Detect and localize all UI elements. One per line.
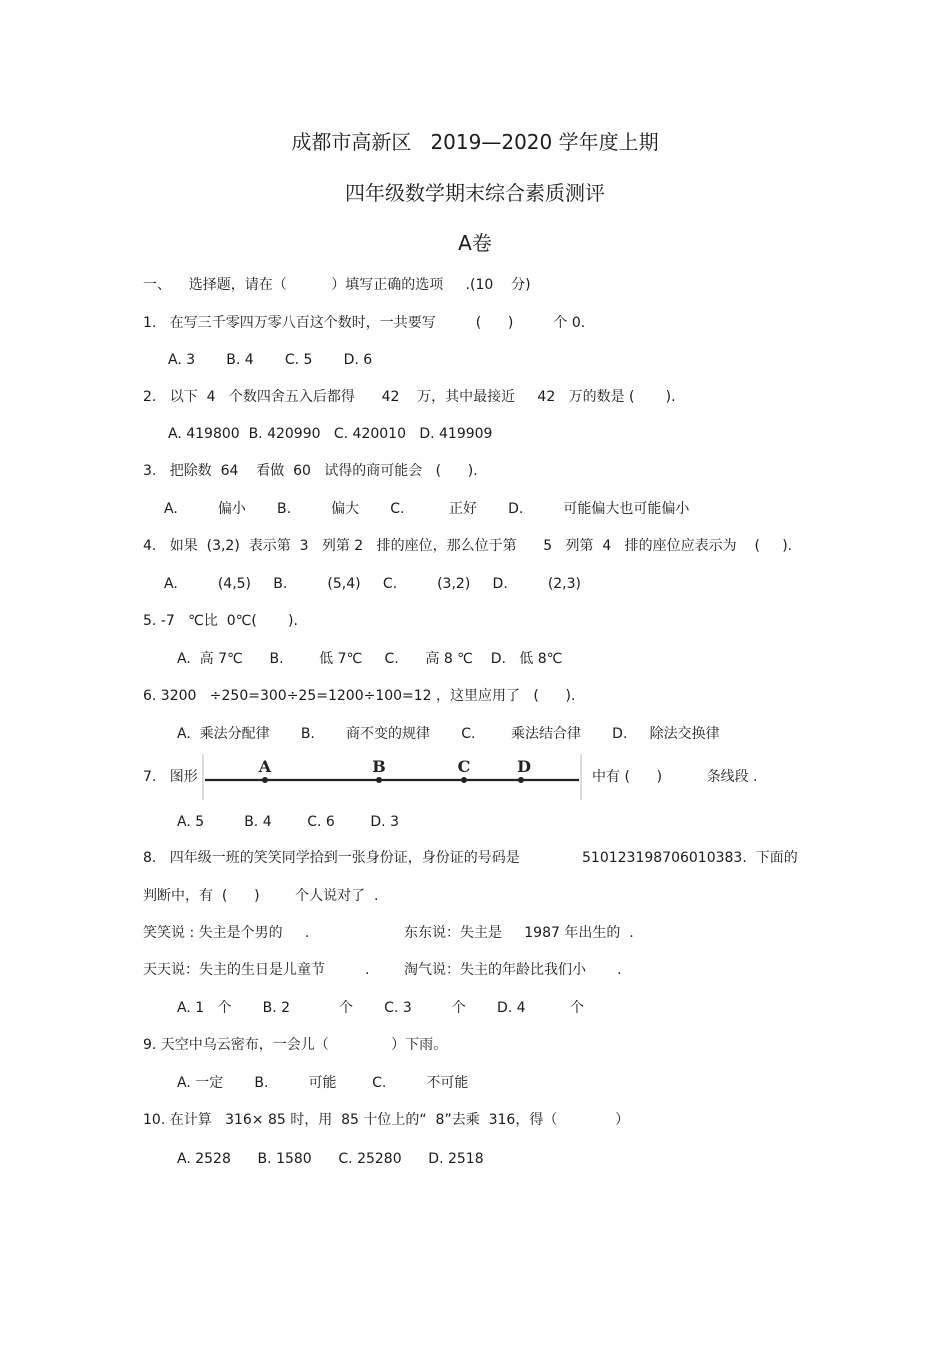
question-5-stem: 5. -7 ℃比 0℃( ). xyxy=(143,613,298,629)
question-7-stem-prefix: 7. 图形 xyxy=(143,769,198,785)
question-8-stem-line-2: 判断中，有 ( ) 个人说对了 . xyxy=(143,888,379,904)
question-3-options: A. 偏小 B. 偏大 C. 正好 D. 可能偏大也可能偏小 xyxy=(164,501,690,517)
point-a-dot xyxy=(262,777,268,783)
question-8-statement-2: 东东说：失主是 1987 年出生的 . xyxy=(404,925,634,941)
line-segment-svg xyxy=(201,752,583,802)
section-heading: 一、 选择题，请在（ ）填写正确的选项 .(10 分) xyxy=(143,277,531,293)
title-line-2: 四年级数学期末综合素质测评 xyxy=(345,181,605,205)
line-segment-figure xyxy=(201,752,583,802)
question-3-stem: 3. 把除数 64 看做 60 试得的商可能会 ( ). xyxy=(143,463,478,479)
question-4-stem: 4. 如果 (3,2) 表示第 3 列第 2 排的座位，那么位于第 5 列第 4 排的座位应表示为 ( ). xyxy=(143,538,793,554)
question-4-options: A. (4,5) B. (5,4) C. (3,2) D. (2,3) xyxy=(164,576,582,592)
question-8-statement-4: 淘气说：失主的年龄比我们小 . xyxy=(404,962,622,978)
question-8-statement-3: 天天说：失主的生日是儿童节 . xyxy=(143,962,370,978)
question-8-stem-line-1: 8. 四年级一班的笑笑同学拾到一张身份证，身份证的号码是 510123198706010383. 下面的 xyxy=(143,850,798,866)
question-6-options: A. 乘法分配律 B. 商不变的规律 C. 乘法结合律 D. 除法交换律 xyxy=(177,726,720,742)
question-2-options: A. 419800 B. 420990 C. 420010 D. 419909 xyxy=(168,426,493,442)
title-line-1: 成都市高新区 2019—2020 学年度上期 xyxy=(291,130,659,154)
question-7-stem-suffix: 中有 ( ) 条线段 . xyxy=(592,769,758,785)
question-10-stem: 10. 在计算 316× 85 时，用 85 十位上的“ 8”去乘 316，得（ ） xyxy=(143,1112,630,1128)
question-7-options: A. 5 B. 4 C. 6 D. 3 xyxy=(177,814,399,830)
question-5-options: A. 高 7℃ B. 低 7℃ C. 高 8 ℃ D. 低 8℃ xyxy=(177,651,563,667)
question-8-statement-1: 笑笑说 : 失主是个男的 . xyxy=(143,925,310,941)
title-line-3: A卷 xyxy=(458,231,492,255)
point-b-label: B xyxy=(372,757,386,776)
question-8-options: A. 1 个 B. 2 个 C. 3 个 D. 4 个 xyxy=(177,1000,585,1016)
point-c-dot xyxy=(461,777,467,783)
question-9-options: A. 一定 B. 可能 C. 不可能 xyxy=(177,1075,469,1091)
question-1-stem: 1. 在写三千零四万零八百这个数时，一共要写 ( ) 个 0. xyxy=(143,315,586,331)
point-d-dot xyxy=(518,777,524,783)
point-b-dot xyxy=(376,777,382,783)
question-2-stem: 2. 以下 4 个数四舍五入后都得 42 万，其中最接近 42 万的数是 ( ). xyxy=(143,389,676,405)
question-10-options: A. 2528 B. 1580 C. 25280 D. 2518 xyxy=(177,1151,484,1167)
point-c-label: C xyxy=(457,757,471,776)
point-d-label: D xyxy=(517,757,531,776)
question-9-stem: 9. 天空中乌云密布，一会儿（ ）下雨。 xyxy=(143,1037,448,1053)
question-1-options: A. 3 B. 4 C. 5 D. 6 xyxy=(168,352,373,368)
point-a-label: A xyxy=(258,757,272,776)
question-6-stem: 6. 3200 ÷250=300÷25=1200÷100=12 ，这里应用了 ( ). xyxy=(143,688,576,704)
